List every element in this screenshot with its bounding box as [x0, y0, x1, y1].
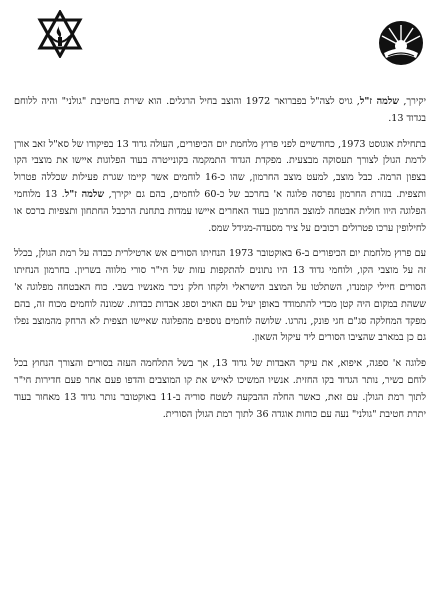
- bold-name: שלמה ז"ל: [64, 188, 105, 200]
- document-body: [14, 94, 426, 432]
- text-run: יקירך,: [399, 96, 426, 107]
- text-run: עם פרוץ מלחמת יום הכיפורים ב-6 באוקטובר 1973 הנחיתו הסורים אש ארטילרית כבדה על רמת הגולן, בכלל זה על מוצבי הקו, ולוחמי גדוד 13 היו נתונים להתקפות עזות של חי"ר סורי מלווה בשריון. בחרמון הנחיתו הסורים חיילי קומנדו, השתלטו על המוצב הישראלי ולקחו חלק ניכר מאנשיו בשבי. כוח האבטחה מפלוגה א' ששהת במקום היה קטן מכדי להתמודד באופן יעיל עם האויב וספג אבדות כבדות. שמונה לוחמים מכוח זה, בהם מפקד המחלקה סג"ם חגי פונק, נהרגו. שלושה לוחמים נוספים מהפלוגה שאיישו תצפית לא הרחק מהמוצב נפלו גם כן במארב שהציבו הסורים ליד עיקול השאון.: [14, 248, 427, 344]
- golani-brigade-icon: [378, 20, 424, 66]
- text-run: , גויס לצה"ל בפברואר 1972 והוצב בחיל הרגלים. הוא שירת בחטיבת "גולני" והיה ללוחם בגדוד 13.: [14, 96, 426, 124]
- text-run: . 13 מלוחמי הפלוגה היוו חולית אבטחה למוצב החרמון בעוד האחרים איישו עמדות בתחנת הרכבל החתחון ותצפיות ברכס או לחילופין ערכו פטרולים רכובים על ציר מסעדה-מגידל שמס.: [14, 188, 426, 234]
- paragraph-2: [14, 137, 426, 238]
- text-run: בתחילת אוגוסט 1973, כחודשיים לפני פרוץ מלחמת יום הכיפורים, העולה גדוד 13 בפיקודו של סא"ל זאב אורן לרמת הגולן לצורך תעסוקה מבצעית. מפקדת הגדוד התמקמה בקונייטרה בעוד הפלוגות איישו את מוצבי הקו בצפון הרמה. כבל מוצב, למעט מוצב החרמון, שהו כ-16 לוחמים אשר קיימו שגרת פעילות שכללה פטרול ותצפית. בגזרת החרמון נפרסה פלוגה א' בחרכב של כ-60 לוחמים, בהם גם יקירך,: [14, 138, 427, 200]
- text-run: פלוגה א' ספגה, איפוא, את עיקר האבדות של גדוד 13, אך בשל התלחמה העזה בסורים והצורך הנחוץ בכל לוחם כשיר, נותר הגדוד בקו החזית. אנשיו המשיכו לאייש את קו המוצבים והדפו פעם אחר פעם חדירות חי"ר לתוך רמת הגולן. עם זאת, כאשר החלה ההבקעה לשטח סוריה ב-11 באוקטובר נותר גדוד 13 מאחור בעוד יתרת חטיבת "גולני" נעה עם כוחות אוגדה 36 לתוך רמת הגולן הסורית.: [14, 358, 426, 420]
- bold-name: שלמה ז"ל: [359, 96, 400, 107]
- paragraph-3: [14, 246, 426, 347]
- star-of-david-torch-icon: [36, 10, 84, 58]
- paragraph-1: [14, 94, 426, 128]
- paragraph-4: [14, 356, 426, 423]
